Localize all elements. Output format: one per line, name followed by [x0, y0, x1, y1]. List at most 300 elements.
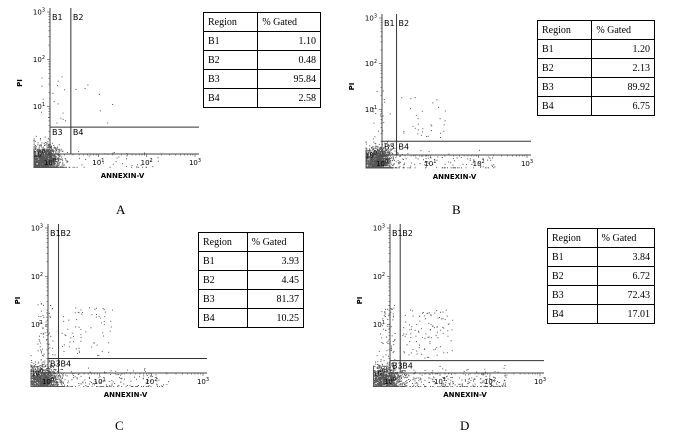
event-dot [452, 165, 453, 166]
event-dot [42, 78, 43, 79]
event-dot [100, 318, 101, 319]
event-dot [374, 136, 375, 137]
event-dot [41, 142, 42, 143]
event-dot [136, 379, 137, 380]
y-axis-title: PI [16, 79, 24, 87]
event-dot [58, 103, 59, 104]
event-dot [436, 99, 437, 100]
event-dot [31, 378, 32, 379]
event-dot [41, 351, 42, 352]
event-dot [65, 379, 66, 380]
event-dot [85, 88, 86, 89]
event-dot [388, 162, 389, 163]
event-dot [453, 167, 454, 168]
quadrant-label: B3 [50, 359, 61, 369]
event-dot [99, 316, 100, 317]
event-dot [51, 371, 52, 372]
event-dot [457, 158, 458, 159]
event-dot [41, 112, 42, 113]
event-dot [366, 163, 367, 164]
event-dot [40, 159, 41, 160]
event-dot [36, 160, 37, 161]
event-dot [372, 149, 373, 150]
event-dot [40, 365, 41, 366]
event-dot [369, 164, 370, 165]
event-dot [42, 328, 43, 329]
event-dot [36, 161, 37, 162]
event-dot [34, 165, 35, 166]
event-dot [59, 374, 60, 375]
table-row: B2 0.48 [204, 51, 321, 70]
event-dot [45, 332, 46, 333]
event-dot [79, 385, 80, 386]
event-dot [442, 157, 443, 158]
event-dot [39, 380, 40, 381]
event-dot [46, 317, 47, 318]
event-dot [100, 376, 101, 377]
event-dot [157, 386, 158, 387]
panel-c [0, 220, 350, 443]
event-dot [145, 371, 146, 372]
x-axis-title: ANNEXIN-V [103, 391, 148, 399]
event-dot [53, 386, 54, 387]
event-dot [403, 131, 404, 132]
event-dot [379, 156, 380, 157]
event-dot [56, 386, 57, 387]
event-dot [53, 151, 54, 152]
event-dot [126, 166, 127, 167]
event-dot [38, 383, 39, 384]
event-dot [41, 386, 42, 387]
event-dot [48, 145, 49, 146]
event-dot [31, 365, 32, 366]
event-dot [379, 150, 380, 151]
event-dot [440, 133, 441, 134]
event-dot [426, 136, 427, 137]
event-dot [443, 131, 444, 132]
event-dot [39, 378, 40, 379]
event-dot [32, 367, 33, 368]
event-dot [64, 344, 65, 345]
event-dot [383, 90, 384, 91]
event-dot [46, 154, 47, 155]
event-dot [120, 375, 121, 376]
event-dot [104, 324, 105, 325]
event-dot [37, 162, 38, 163]
event-dot [461, 167, 462, 168]
event-dot [368, 162, 369, 163]
event-dot [43, 315, 44, 316]
event-dot [111, 385, 112, 386]
x-tick-label: $10^0$ [43, 158, 57, 167]
event-dot [40, 144, 41, 145]
event-dot [137, 164, 138, 165]
event-dot [42, 147, 43, 148]
event-dot [110, 167, 111, 168]
event-dot [370, 163, 371, 164]
gated-table [198, 232, 304, 328]
event-dot [379, 153, 380, 154]
event-dot [373, 138, 374, 139]
event-dot [85, 385, 86, 386]
panel-caption: B [452, 202, 461, 217]
event-dot [440, 118, 441, 119]
event-dot [57, 163, 58, 164]
event-dot [66, 160, 67, 161]
event-dot [62, 165, 63, 166]
event-dot [115, 371, 116, 372]
event-dot [72, 333, 73, 334]
event-dot [421, 135, 422, 136]
event-dot [431, 130, 432, 131]
event-dot [38, 385, 39, 386]
event-dot [81, 314, 82, 315]
event-dot [157, 157, 158, 158]
event-dot [445, 164, 446, 165]
event-dot [132, 386, 133, 387]
event-dot [88, 386, 89, 387]
event-dot [61, 379, 62, 380]
event-dot [43, 337, 44, 338]
event-dot [131, 386, 132, 387]
table-header-gated: % Gated [592, 21, 655, 40]
event-dot [36, 366, 37, 367]
event-dot [43, 317, 44, 318]
event-dot [56, 369, 57, 370]
y-tick-label: $10^0$ [364, 150, 377, 160]
event-dot [42, 159, 43, 160]
event-dot [52, 143, 53, 144]
event-dot [366, 144, 367, 145]
event-dot [63, 375, 64, 376]
event-dot [387, 167, 388, 168]
event-dot [383, 122, 384, 123]
event-dot [63, 165, 64, 166]
event-dot [43, 147, 44, 148]
event-dot [391, 152, 392, 153]
y-tick-label: $10^2$ [32, 54, 45, 64]
event-dot [485, 167, 486, 168]
event-dot [161, 385, 162, 386]
event-dot [123, 384, 124, 385]
event-dot [54, 374, 55, 375]
event-dot [387, 153, 388, 154]
event-dot [80, 329, 81, 330]
event-dot [168, 381, 169, 382]
event-dot [391, 164, 392, 165]
event-dot [45, 142, 46, 143]
event-dot [470, 158, 471, 159]
event-dot [411, 163, 412, 164]
event-dot [63, 382, 64, 383]
event-dot [85, 331, 86, 332]
event-dot [53, 384, 54, 385]
event-dot [81, 383, 82, 384]
event-dot [43, 355, 44, 356]
quadrant-label: B2 [60, 229, 72, 238]
y-tick-label: $10^0$ [30, 368, 43, 378]
event-dot [442, 167, 443, 168]
event-dot [58, 157, 59, 158]
event-dot [158, 380, 159, 381]
event-dot [399, 385, 400, 386]
event-dot [49, 147, 50, 148]
event-dot [55, 379, 56, 380]
event-dot [400, 381, 401, 382]
event-dot [91, 347, 92, 348]
event-dot [36, 377, 37, 378]
event-dot [51, 384, 52, 385]
event-dot [98, 355, 99, 356]
event-dot [120, 378, 121, 379]
event-dot [94, 309, 95, 310]
event-dot [408, 379, 409, 380]
event-dot [386, 156, 387, 157]
event-dot [34, 367, 35, 368]
event-dot [81, 376, 82, 377]
event-dot [69, 346, 70, 347]
event-dot [55, 355, 56, 356]
event-dot [58, 162, 59, 163]
event-dot [48, 149, 49, 150]
event-dot [70, 342, 71, 343]
event-dot [124, 379, 125, 380]
event-dot [43, 157, 44, 158]
event-dot [35, 167, 36, 168]
event-dot [114, 383, 115, 384]
event-dot [40, 139, 41, 140]
event-dot [83, 386, 84, 387]
event-dot [437, 160, 438, 161]
event-dot [91, 382, 92, 383]
event-dot [388, 165, 389, 166]
event-dot [377, 146, 378, 147]
event-dot [53, 93, 54, 94]
event-dot [44, 366, 45, 367]
event-dot [42, 355, 43, 356]
quadrant-label: B2 [72, 13, 84, 22]
event-dot [73, 167, 74, 168]
event-dot [65, 375, 66, 376]
table-header-region: Region [538, 21, 592, 40]
x-tick-label: $10^3$ [188, 158, 202, 167]
event-dot [46, 144, 47, 145]
event-dot [57, 382, 58, 383]
event-dot [62, 382, 63, 383]
event-dot [44, 354, 45, 355]
event-dot [37, 383, 38, 384]
event-dot [68, 320, 69, 321]
event-dot [390, 165, 391, 166]
event-dot [82, 381, 83, 382]
event-dot [34, 381, 35, 382]
event-dot [85, 159, 86, 160]
event-dot [143, 375, 144, 376]
event-dot [55, 156, 56, 157]
event-dot [117, 386, 118, 387]
event-dot [44, 143, 45, 144]
event-dot [152, 166, 153, 167]
event-dot [113, 381, 114, 382]
event-dot [49, 375, 50, 376]
event-dot [112, 104, 113, 105]
event-dot [73, 377, 74, 378]
gated-table [203, 12, 321, 108]
event-dot [43, 334, 44, 335]
event-dot [39, 147, 40, 148]
event-dot [117, 374, 118, 375]
event-dot [54, 101, 55, 102]
event-dot [431, 126, 432, 127]
event-dot [49, 313, 50, 314]
event-dot [383, 153, 384, 154]
event-dot [57, 161, 58, 162]
event-dot [36, 165, 37, 166]
event-dot [103, 336, 104, 337]
event-dot [62, 346, 63, 347]
event-dot [378, 152, 379, 153]
event-dot [42, 349, 43, 350]
event-dot [141, 386, 142, 387]
event-dot [55, 155, 56, 156]
event-dot [370, 162, 371, 163]
event-dot [50, 336, 51, 337]
event-dot [448, 162, 449, 163]
event-dot [40, 383, 41, 384]
event-dot [66, 167, 67, 168]
event-dot [111, 370, 112, 371]
event-dot [41, 165, 42, 166]
event-dot [380, 361, 381, 362]
event-dot [78, 374, 79, 375]
event-dot [40, 343, 41, 344]
event-dot [415, 128, 416, 129]
event-dot [51, 386, 52, 387]
event-dot [57, 379, 58, 380]
event-dot [372, 161, 373, 162]
event-dot [31, 367, 32, 368]
x-axis-title: ANNEXIN-V [100, 172, 145, 180]
event-dot [43, 328, 44, 329]
table-header-region: Region [204, 13, 258, 32]
event-dot [45, 370, 46, 371]
event-dot [67, 382, 68, 383]
event-dot [73, 336, 74, 337]
event-dot [51, 156, 52, 157]
event-dot [129, 385, 130, 386]
event-dot [377, 157, 378, 158]
event-dot [426, 158, 427, 159]
event-dot [130, 381, 131, 382]
event-dot [112, 310, 113, 311]
quadrant-label: B1 [384, 19, 395, 28]
event-dot [60, 376, 61, 377]
event-dot [60, 162, 61, 163]
event-dot [366, 148, 367, 149]
event-dot [46, 325, 47, 326]
event-dot [42, 376, 43, 377]
event-dot [63, 167, 64, 168]
event-dot [390, 160, 391, 161]
event-dot [44, 373, 45, 374]
event-dot [444, 167, 445, 168]
quadrant-label: B2 [398, 19, 410, 28]
event-dot [45, 366, 46, 367]
event-dot [489, 158, 490, 159]
event-dot [126, 158, 127, 159]
x-tick-label: $10^0$ [41, 377, 55, 386]
event-dot [44, 145, 45, 146]
event-dot [58, 155, 59, 156]
event-dot [113, 386, 114, 387]
event-dot [92, 386, 93, 387]
event-dot [492, 165, 493, 166]
event-dot [46, 386, 47, 387]
event-dot [395, 148, 396, 149]
event-dot [40, 377, 41, 378]
event-dot [44, 361, 45, 362]
event-dot [111, 386, 112, 387]
event-dot [79, 158, 80, 159]
event-dot [420, 163, 421, 164]
event-dot [31, 386, 32, 387]
event-dot [39, 162, 40, 163]
event-dot [455, 167, 456, 168]
event-dot [118, 157, 119, 158]
event-dot [390, 166, 391, 167]
event-dot [47, 320, 48, 321]
event-dot [62, 151, 63, 152]
y-tick-label: $10^1$ [30, 320, 43, 330]
event-dot [45, 155, 46, 156]
event-dot [35, 386, 36, 387]
event-dot [404, 167, 405, 168]
event-dot [143, 386, 144, 387]
event-dot [71, 379, 72, 380]
event-dot [45, 375, 46, 376]
event-dot [45, 137, 46, 138]
event-dot [479, 150, 480, 151]
event-dot [40, 386, 41, 387]
event-dot [59, 379, 60, 380]
event-dot [77, 378, 78, 379]
quadrant-label: B1 [50, 229, 61, 238]
event-dot [108, 352, 109, 353]
y-tick-label: $10^1$ [32, 102, 45, 112]
event-dot [42, 86, 43, 87]
event-dot [111, 327, 112, 328]
event-dot [51, 150, 52, 151]
event-dot [43, 386, 44, 387]
event-dot [41, 333, 42, 334]
event-dot [62, 160, 63, 161]
event-dot [397, 152, 398, 153]
event-dot [68, 386, 69, 387]
event-dot [57, 148, 58, 149]
event-dot [483, 166, 484, 167]
event-dot [393, 159, 394, 160]
event-dot [35, 382, 36, 383]
event-dot [45, 371, 46, 372]
event-dot [42, 165, 43, 166]
panel-caption: C [115, 418, 124, 433]
event-dot [62, 167, 63, 168]
event-dot [440, 137, 441, 138]
event-dot [38, 362, 39, 363]
event-dot [53, 152, 54, 153]
event-dot [380, 153, 381, 154]
event-dot [375, 113, 376, 114]
